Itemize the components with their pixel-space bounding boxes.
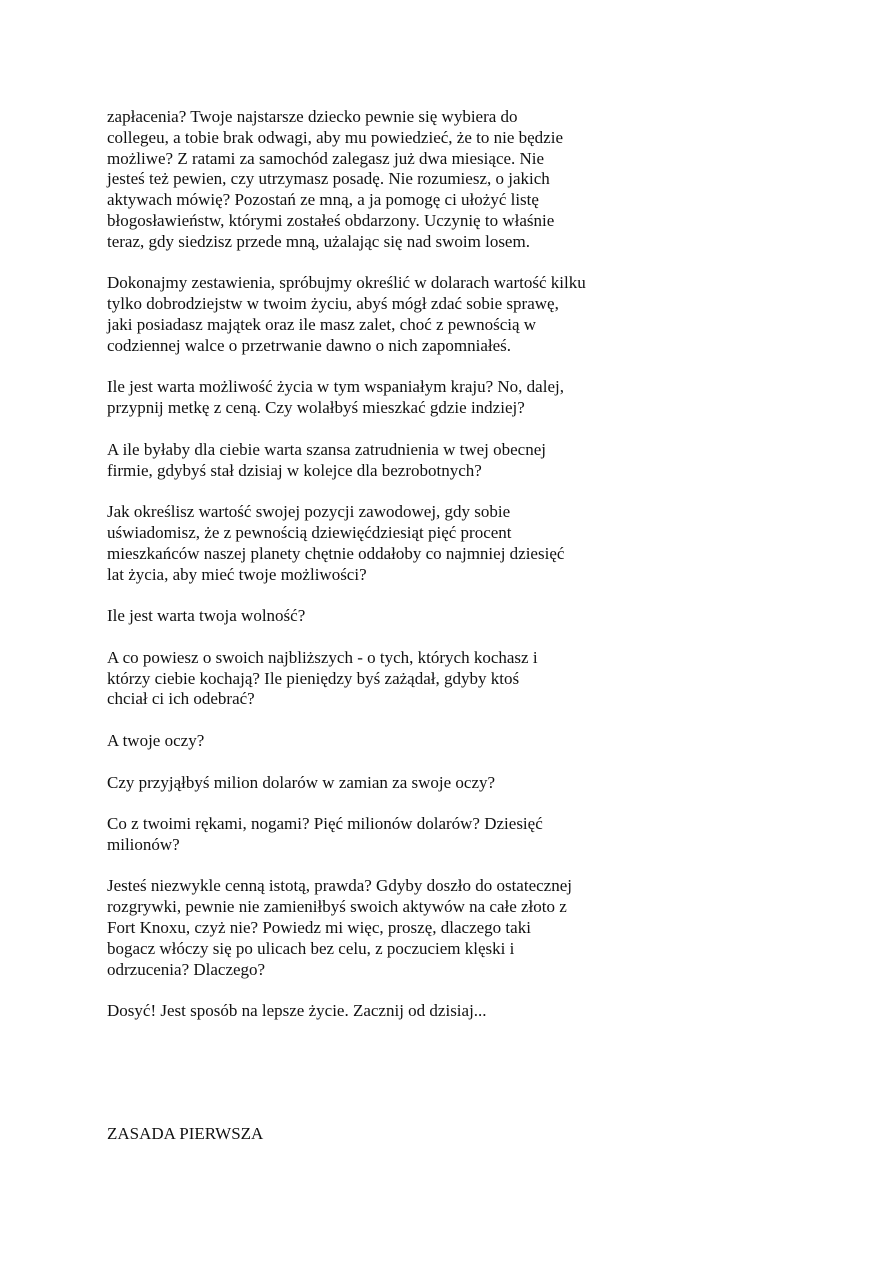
text-line: Ile jest warta możliwość życia w tym wspaniałym kraju? No, dalej, xyxy=(107,377,564,397)
text-line: A co powiesz o swoich najbliższych - o tych, których kochasz i xyxy=(107,647,538,667)
text-line: Jesteś niezwykle cenną istotą, prawda? Gdyby doszło do ostatecznej xyxy=(107,876,572,896)
text-line: aktywach mówię? Pozostań ze mną, a ja pomogę ci ułożyć listę xyxy=(107,190,539,210)
paragraph xyxy=(107,876,667,980)
paragraph xyxy=(107,606,667,627)
paragraph xyxy=(107,814,667,856)
paragraph xyxy=(107,273,667,356)
text-line: codziennej walce o przetrwanie dawno o nich zapomniałeś. xyxy=(107,335,512,355)
text-line: A twoje oczy? xyxy=(107,730,205,750)
text-line: A ile byłaby dla ciebie warta szansa zatrudnienia w twej obecnej xyxy=(107,439,546,459)
text-line: Dokonajmy zestawienia, spróbujmy określić w dolarach wartość kilku xyxy=(107,273,586,293)
text-line: bogacz włóczy się po ulicach bez celu, z poczuciem klęski i xyxy=(107,938,515,958)
text-line: rozgrywki, pewnie nie zamieniłbyś swoich aktywów na całe złoto z xyxy=(107,897,567,917)
paragraph xyxy=(107,107,667,253)
text-line: tylko dobrodziejstw w twoim życiu, abyś mógł zdać sobie sprawę, xyxy=(107,294,559,314)
section-heading: ZASADA PIERWSZA xyxy=(107,1124,264,1143)
text-line: lat życia, aby mieć twoje możliwości? xyxy=(107,564,367,584)
text-line: Fort Knoxu, czyż nie? Powiedz mi więc, proszę, dlaczego taki xyxy=(107,918,531,938)
text-line: możliwe? Z ratami za samochód zalegasz już dwa miesiące. Nie xyxy=(107,148,545,168)
text-line: Czy przyjąłbyś milion dolarów w zamian za swoje oczy? xyxy=(107,772,496,792)
paragraph xyxy=(107,377,667,419)
paragraph xyxy=(107,773,667,794)
text-line: uświadomisz, że z pewnością dziewięćdziesiąt pięć procent xyxy=(107,522,512,542)
text-line: mieszkańców naszej planety chętnie oddałoby co najmniej dziesięć xyxy=(107,543,565,563)
text-line: zapłacenia? Twoje najstarsze dziecko pewnie się wybiera do xyxy=(107,107,518,126)
body-text xyxy=(107,107,667,1043)
text-line: Jak określisz wartość swojej pozycji zawodowej, gdy sobie xyxy=(107,502,511,522)
text-line: teraz, gdy siedzisz przede mną, użalając się nad swoim losem. xyxy=(107,231,530,251)
text-line: odrzucenia? Dlaczego? xyxy=(107,959,266,979)
paragraph xyxy=(107,1001,667,1022)
text-line: którzy ciebie kochają? Ile pieniędzy byś zażądał, gdyby ktoś xyxy=(107,668,520,688)
text-line: jesteś też pewien, czy utrzymasz posadę. Nie rozumiesz, o jakich xyxy=(107,169,550,189)
paragraph xyxy=(107,440,667,482)
paragraph xyxy=(107,731,667,752)
text-line: collegeu, a tobie brak odwagi, aby mu powiedzieć, że to nie będzie xyxy=(107,127,563,147)
text-line: firmie, gdybyś stał dzisiaj w kolejce dla bezrobotnych? xyxy=(107,460,482,480)
paragraph xyxy=(107,648,667,710)
text-line: jaki posiadasz majątek oraz ile masz zalet, choć z pewnością w xyxy=(107,314,537,334)
text-line: chciał ci ich odebrać? xyxy=(107,689,255,709)
text-line: milionów? xyxy=(107,834,180,854)
paragraph xyxy=(107,502,667,585)
text-line: przypnij metkę z ceną. Czy wolałbyś mieszkać gdzie indziej? xyxy=(107,398,525,418)
text-line: Dosyć! Jest sposób na lepsze życie. Zacznij od dzisiaj... xyxy=(107,1001,487,1021)
text-line: Co z twoimi rękami, nogami? Pięć milionów dolarów? Dziesięć xyxy=(107,814,543,834)
text-line: błogosławieństw, którymi zostałeś obdarzony. Uczynię to właśnie xyxy=(107,210,555,230)
text-line: Ile jest warta twoja wolność? xyxy=(107,606,306,626)
